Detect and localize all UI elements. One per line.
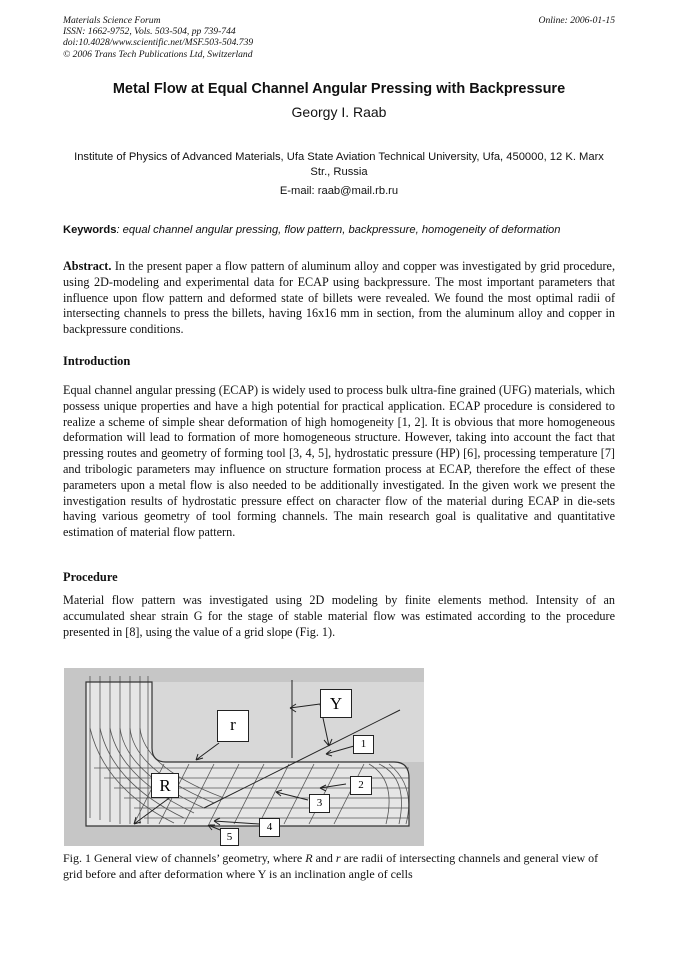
keywords-label: Keywords	[63, 224, 117, 236]
label-1: 1	[353, 735, 374, 754]
author-name: Georgy I. Raab	[291, 104, 387, 120]
caption-r: r	[335, 851, 341, 865]
paper-title: Metal Flow at Equal Channel Angular Pressing with Backpressure	[112, 81, 566, 97]
label-3: 3	[309, 794, 330, 813]
affiliation: Institute of Physics of Advanced Materials, Ufa State Aviation Technical University, Ufa, 450000, 12 K. Marx Str., Russia	[74, 151, 604, 178]
caption-and: and	[312, 851, 336, 865]
journal-header	[63, 15, 253, 60]
label-4: 4	[259, 818, 280, 837]
caption-start: Fig. 1 General view of channels’ geometry, where	[63, 851, 306, 865]
procedure-heading: Procedure	[63, 570, 118, 584]
keywords-text: : equal channel angular pressing, flow pattern, backpressure, homogeneity of deformation	[116, 224, 561, 236]
introduction-text: Equal channel angular pressing (ECAP) is widely used to process bulk ultra-fine grained (UFG) materials, which possess unique properties and have a high potential for practical application. ECAP procedure is considered to realize a scheme of simple shear deformation of high homogeneity [1, 2]. It is obvious that more homogeneous deformation will lead to formation of more homogeneous structure. However, taking into account the fact that pressing routes and geometry of forming tool [3, 4, 5], hydrostatic pressure (HP) [6], processing temperature [7] and tribologic parameters may influence on structure formation process at ECAP, therefore the effect of these parameters upon a metal flow is also needed to be additionally investigated. In the given work we present the investigation results of hydrostatic pressure effect on character flow of the material during ECAP in die-sets having various geometry of tool forming channels. The main research goal is qualitative and quantitative estimation of material flow pattern.	[63, 383, 615, 540]
channel-geometry-diagram	[64, 668, 424, 846]
label-2: 2	[350, 776, 372, 795]
abstract-text: In the present paper a flow pattern of aluminum alloy and copper was investigated by grid procedure, using 2D-modeling and experimental data for ECAP using backpressure. The most important parameters that influence upon flow pattern and deformed state of billets were revealed. We found the most optimal radii of intersecting channels to press the billets, having 16x16 mm in section, from the aluminum alloy and copper in backpressure conditions.	[63, 259, 615, 337]
label-R: R	[151, 773, 179, 798]
caption-R: R	[305, 851, 313, 865]
figure-1	[64, 668, 424, 846]
label-5: 5	[220, 828, 239, 846]
abstract	[63, 259, 615, 338]
author-email: E-mail: raab@mail.rb.ru	[279, 185, 399, 197]
keywords	[63, 223, 615, 238]
introduction-heading: Introduction	[63, 354, 131, 368]
abstract-label: Abstract.	[63, 259, 112, 273]
label-Y: Y	[320, 689, 352, 718]
label-r: r	[217, 710, 249, 742]
online-date: Online: 2006-01-15	[538, 15, 615, 26]
procedure-text: Material flow pattern was investigated using 2D modeling by finite elements method. Intensity of an accumulated shear strain G for the stage of stable material flow was estimated according to the procedure presented in [8], using the value of a grid slope (Fig. 1).	[63, 593, 615, 639]
doi-line: doi:10.4028/www.scientific.net/MSF.503-504.739	[63, 37, 254, 49]
copyright-line: © 2006 Trans Tech Publications Ltd, Switzerland	[63, 48, 253, 60]
figure-caption	[63, 851, 615, 882]
journal-name: Materials Science Forum	[63, 15, 161, 26]
caption-end: are radii of intersecting channels and general view of grid before and after deformation where Y is an inclination angle of cells	[63, 851, 599, 881]
issn-line: ISSN: 1662-9752, Vols. 503-504, pp 739-744	[63, 26, 236, 38]
